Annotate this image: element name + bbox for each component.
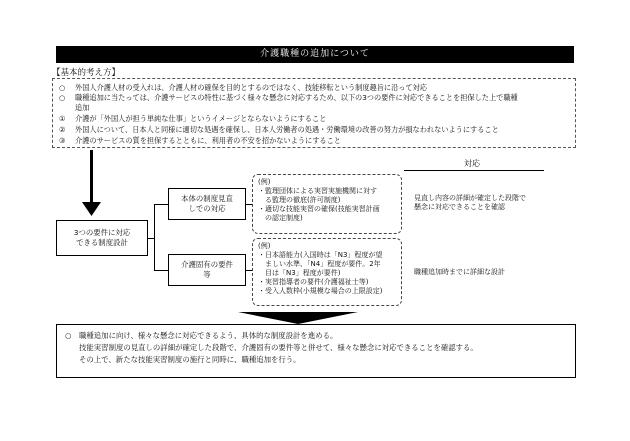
basic-policy-box bbox=[52, 78, 576, 148]
branch2-response: 職種追加時までに詳細な設計 bbox=[414, 268, 505, 276]
conclusion-line-3: その上で、新たな技能実習制度の施行と同時に、職種追加を行う。 bbox=[79, 355, 301, 364]
page-title: 介護職種の追加について bbox=[56, 46, 574, 63]
conclusion-arrow bbox=[238, 312, 358, 324]
conclusion-line-2: 技能実習制度の見直しの詳細が確定した段階で、介護固有の要件等と併せて、様々な懸念に対応できることを確認する。 bbox=[79, 343, 478, 352]
requirement-3: ③ 介護のサービスの質を担保するとともに、利用者の不安を招かないようにすること bbox=[59, 136, 341, 145]
branch1-response: 見直し内容の詳細が確定した段階で 懸念に対応できることを確認 bbox=[414, 194, 526, 211]
connector-branch2 bbox=[154, 270, 168, 271]
connector-branch1 bbox=[154, 204, 168, 205]
branch1-examples: (例) ・監理団体による実習実施機関に対す る監理の徹底(許可制度) ・適切な技能実習の確保(技能実習計画 の認定制度) bbox=[252, 174, 402, 234]
framework-review-box: 本体の制度見直 しでの対応 bbox=[168, 188, 246, 220]
policy-line-1: ○ 外国人介護人材の受入れは、介護人材の確保を目的とするのではなく、技能移転という制度趣旨に沿って対応 bbox=[59, 83, 428, 92]
down-arrow-shaft bbox=[90, 150, 93, 205]
care-specific-requirements-box: 介護固有の要件 等 bbox=[168, 254, 246, 286]
response-header-rule bbox=[404, 170, 544, 171]
basic-heading: 【基本的考え方】 bbox=[52, 68, 121, 78]
branch2-examples: (例) ・日本語能力(入国時は「N3」程度が望 ましい水準、「N4」程度が要件。2年 目は「N3」程度が要件) ・実習指導者の要件(介護福祉士等) ・受入人数枠(小規模な場合の上限設定) bbox=[252, 238, 402, 306]
connector-v bbox=[154, 204, 155, 270]
policy-line-3: 追加 bbox=[75, 103, 90, 112]
policy-line-2: ○ 職種追加に当たっては、介護サービスの特性に基づく様々な懸念に対応するため、以下の3つの要件に対応できることを担保した上で職種 bbox=[59, 93, 518, 102]
requirement-1: ① 介護が「外国人が担う単純な仕事」というイメージとならないようにすること bbox=[59, 114, 327, 123]
requirement-2: ② 外国人について、日本人と同様に適切な処遇を確保し、日本人労働者の処遇・労働環境の改善の努力が損なわれないようにすること bbox=[59, 125, 499, 134]
conclusion-line-1: ○ 職種追加に向け、様々な懸念に対応できるよう、具体的な制度設計を進める。 bbox=[65, 331, 338, 340]
three-requirements-box: 3つの要件に対応 できる制度設計 bbox=[56, 220, 148, 256]
down-arrow-head bbox=[82, 202, 101, 216]
conclusion-box bbox=[56, 324, 576, 378]
response-header: 対応 bbox=[464, 159, 480, 168]
